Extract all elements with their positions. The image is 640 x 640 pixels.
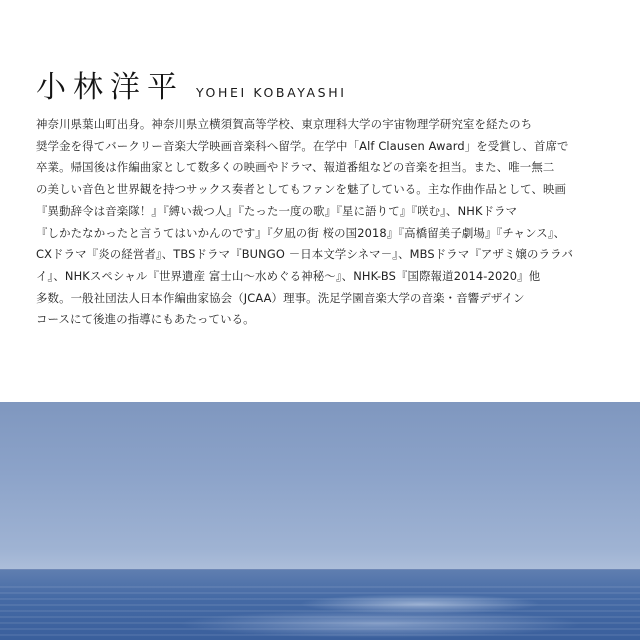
biography-text xyxy=(36,114,606,331)
header xyxy=(36,62,347,106)
bio-line: コースにて後進の指導にもあたっている。 xyxy=(36,312,255,327)
ocean-photo xyxy=(0,402,640,640)
bio-line: 神奈川県葉山町出身。神奈川県立横須賀高等学校、東京理科大学の宇宙物理学研究室を経たのち xyxy=(36,117,533,131)
bio-line: 『異動辞令は音楽隊！』『縛い裁つ人』『たった一度の歌』『星に語りて』『咲む』、NHKドラマ xyxy=(36,203,518,218)
name-english: YOHEI KOBAYASHI xyxy=(196,85,347,100)
water-reflection xyxy=(0,586,640,640)
bio-line: 『しかたなかったと言うてはいかんのです』『夕凪の街 桜の国2018』『高橋留美子劇場』『チャンス』、 xyxy=(36,225,566,240)
bio-line: 奨学金を得てバークリー音楽大学映画音楽科へ留学。在学中「Alf Clausen Award」を受賞し、首席で xyxy=(36,138,569,153)
bio-line: の美しい音色と世界観を持つサックス奏者としてもファンを魅了している。主な作曲作品として、映画 xyxy=(36,182,567,197)
bio-line: 多数。一般社団法人日本作編曲家協会（JCAA）理事。洗足学園音楽大学の音楽・音響デザイン xyxy=(36,290,525,305)
bio-line: イ』、NHKスペシャル『世界遺産 富士山～水めぐる神秘～』、NHK-BS『国際報道2014-2020』他 xyxy=(36,268,541,283)
name-japanese: 小林洋平 xyxy=(36,70,184,105)
bio-line: 卒業。帰国後は作編曲家として数多くの映画やドラマ、報道番組などの音楽を担当。また、唯一無二 xyxy=(36,160,555,175)
bio-line: CXドラマ『炎の経営者』、TBSドラマ『BUNGO －日本文学シネマ－』、MBSドラマ『アザミ嬢のララバ xyxy=(36,247,574,262)
